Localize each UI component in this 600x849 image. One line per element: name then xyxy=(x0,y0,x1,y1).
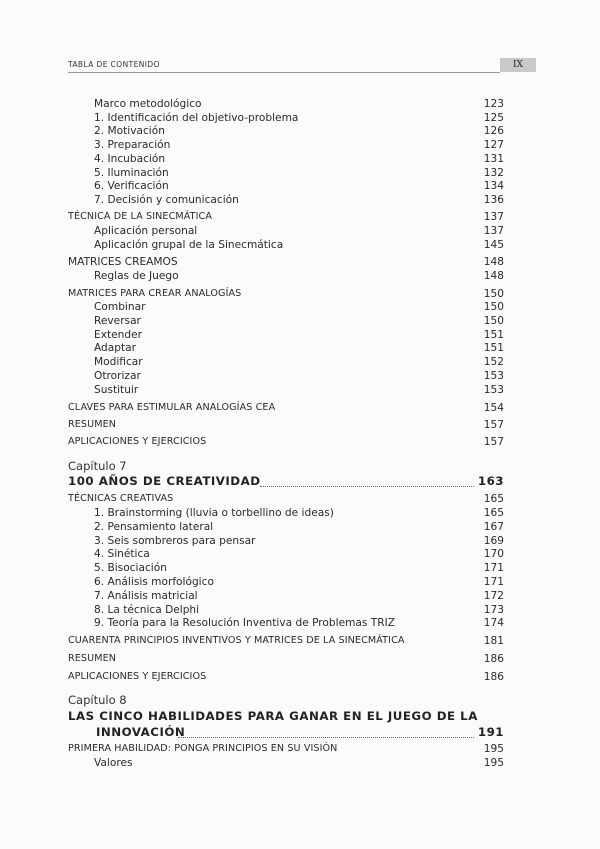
toc-entry-page: 137 xyxy=(483,225,504,237)
toc-entry-page: 153 xyxy=(483,370,504,382)
toc-entry-title: 5. Iluminación xyxy=(94,167,169,179)
toc-entry-page: 174 xyxy=(483,617,504,629)
toc-entry xyxy=(68,238,504,252)
toc-entry xyxy=(68,369,504,383)
toc-entry-title: 1. Identificación del objetivo-problema xyxy=(94,112,299,124)
toc-section-title: RESUMEN xyxy=(68,653,117,664)
toc-entry-title: 5. Bisociación xyxy=(94,562,167,574)
chapter-title-text: INNOVACIÓN xyxy=(96,725,186,739)
toc-section xyxy=(68,634,504,648)
toc-entry-page: 186 xyxy=(483,653,504,665)
chapter-label: Capítulo 7 xyxy=(68,459,127,473)
toc-entry-title: Modificar xyxy=(94,356,143,368)
toc-entry-page: 170 xyxy=(483,548,504,560)
toc-section xyxy=(68,492,504,506)
toc-entry-title: Reversar xyxy=(94,315,141,327)
toc-entry xyxy=(68,534,504,548)
toc-entry-title: Extender xyxy=(94,329,142,341)
toc-entry xyxy=(68,616,504,630)
toc-section xyxy=(68,255,504,269)
toc-entry-page: 157 xyxy=(483,419,504,431)
chapter-title xyxy=(68,708,504,724)
toc-section xyxy=(68,287,504,301)
toc-section-title: TÉCNICAS CREATIVAS xyxy=(68,493,174,504)
toc-entry-page: 127 xyxy=(483,139,504,151)
toc-entry-page: 126 xyxy=(483,125,504,137)
toc-section-title: MATRICES PARA CREAR ANALOGÍAS xyxy=(68,288,242,299)
toc-entry-title: Adaptar xyxy=(94,342,137,354)
toc-entry-page: 167 xyxy=(483,521,504,533)
toc-entry-page: 145 xyxy=(483,239,504,251)
toc-entry xyxy=(68,179,504,193)
toc-entry xyxy=(68,603,504,617)
toc-section xyxy=(68,435,504,449)
toc-section-title: CUARENTA PRINCIPIOS INVENTIVOS Y MATRICES DE LA SINECMÁTICA xyxy=(68,635,405,646)
toc-entry-page: 181 xyxy=(483,635,504,647)
chapter-title-text: LAS CINCO HABILIDADES PARA GANAR EN EL JUEGO DE LA xyxy=(68,709,478,723)
toc-entry-title: 2. Pensamiento lateral xyxy=(94,521,214,533)
toc-entry xyxy=(68,561,504,575)
chapter-title xyxy=(68,473,504,489)
toc-entry-title: Valores xyxy=(94,757,133,769)
toc-entry xyxy=(68,166,504,180)
toc-section xyxy=(68,742,504,756)
toc-entry xyxy=(68,224,504,238)
toc-entry-page: 152 xyxy=(483,356,504,368)
toc-entry-title: 7. Decisión y comunicación xyxy=(94,194,239,206)
toc-entry-page: 150 xyxy=(483,315,504,327)
page-number: IX xyxy=(500,58,536,72)
toc-entry-page: 165 xyxy=(483,507,504,519)
chapter-title-cont xyxy=(68,724,504,740)
toc-entry-title: Aplicación personal xyxy=(94,225,198,237)
toc-entry-title: 4. Incubación xyxy=(94,153,166,165)
toc-section-title: APLICACIONES Y EJERCICIOS xyxy=(68,436,207,447)
toc-entry xyxy=(68,328,504,342)
toc-entry xyxy=(68,314,504,328)
toc-entry-page: 151 xyxy=(483,342,504,354)
toc-entry-page: 123 xyxy=(483,98,504,110)
toc-section-title: CLAVES PARA ESTIMULAR ANALOGÍAS CEA xyxy=(68,402,276,413)
toc-entry xyxy=(68,124,504,138)
toc-entry xyxy=(68,383,504,397)
toc-entry-page: 151 xyxy=(483,329,504,341)
toc-entry xyxy=(68,547,504,561)
toc-entry xyxy=(68,193,504,207)
toc-entry-page: 195 xyxy=(483,743,504,755)
toc-section xyxy=(68,652,504,666)
toc-entry-page: 132 xyxy=(483,167,504,179)
toc-entry-title: Marco metodológico xyxy=(94,98,202,110)
toc-entry xyxy=(68,355,504,369)
toc-entry xyxy=(68,97,504,111)
toc-entry-title: Otrorizar xyxy=(94,370,141,382)
toc-entry-page: 171 xyxy=(483,576,504,588)
toc-entry-page: 157 xyxy=(483,436,504,448)
toc-entry-page: 137 xyxy=(483,211,504,223)
toc-entry xyxy=(68,111,504,125)
toc-entry-page: 125 xyxy=(483,112,504,124)
toc-entry xyxy=(68,506,504,520)
toc-entry-title: 3. Seis sombreros para pensar xyxy=(94,535,256,547)
toc-entry-page: 148 xyxy=(483,270,504,282)
toc-entry-title: Combinar xyxy=(94,301,146,313)
toc-entry-page: 171 xyxy=(483,562,504,574)
chapter-label: Capítulo 8 xyxy=(68,693,127,707)
toc-entry-page: 136 xyxy=(483,194,504,206)
toc-section-title: PRIMERA HABILIDAD: PONGA PRINCIPIOS EN SU VISIÓN xyxy=(68,743,338,754)
toc-entry xyxy=(68,138,504,152)
chapter-title-text: 100 AÑOS DE CREATIVIDAD xyxy=(68,474,261,488)
toc-entry-title: 4. Sinética xyxy=(94,548,150,560)
running-title: TABLA DE CONTENIDO xyxy=(68,60,160,69)
toc-entry-title: 6. Verificación xyxy=(94,180,169,192)
toc-section xyxy=(68,401,504,415)
toc-entry-title: 6. Análisis morfológico xyxy=(94,576,214,588)
toc-entry-page: 173 xyxy=(483,604,504,616)
toc-entry-page: 169 xyxy=(483,535,504,547)
toc-entry xyxy=(68,589,504,603)
toc-entry xyxy=(68,152,504,166)
toc-entry xyxy=(68,341,504,355)
toc-entry-page: 153 xyxy=(483,384,504,396)
toc-section-title: TÉCNICA DE LA SINECMÁTICA xyxy=(68,211,213,222)
toc-entry-page: 172 xyxy=(483,590,504,602)
toc-section xyxy=(68,418,504,432)
toc-entry-page: 154 xyxy=(483,402,504,414)
toc-entry-title: 8. La técnica Delphi xyxy=(94,604,200,616)
toc-entry-title: 9. Teoría para la Resolución Inventiva de Problemas TRIZ xyxy=(94,617,396,629)
toc-entry xyxy=(68,269,504,283)
toc-section-title: RESUMEN xyxy=(68,419,117,430)
toc-section-title: MATRICES CREAMOS xyxy=(68,256,178,268)
toc-entry xyxy=(68,300,504,314)
toc-entry-page: 195 xyxy=(483,757,504,769)
toc-entry-title: 2. Motivación xyxy=(94,125,165,137)
toc-entry-page: 150 xyxy=(483,288,504,300)
toc-entry-page: 148 xyxy=(483,256,504,268)
toc-entry-title: 7. Análisis matricial xyxy=(94,590,198,602)
toc-entry xyxy=(68,520,504,534)
toc-section xyxy=(68,670,504,684)
toc-entry-title: 3. Preparación xyxy=(94,139,171,151)
toc-entry-page: 150 xyxy=(483,301,504,313)
chapter-page: 163 xyxy=(477,474,504,488)
toc-section-title: APLICACIONES Y EJERCICIOS xyxy=(68,671,207,682)
chapter-page: 191 xyxy=(477,725,504,739)
toc-entry-page: 165 xyxy=(483,493,504,505)
toc-entry-title: Aplicación grupal de la Sinecmática xyxy=(94,239,284,251)
dot-leader xyxy=(178,737,474,738)
toc-entry-page: 134 xyxy=(483,180,504,192)
toc-entry-title: 1. Brainstorming (lluvia o torbellino de ideas) xyxy=(94,507,334,519)
toc-entry-page: 131 xyxy=(483,153,504,165)
toc-entry-title: Sustituir xyxy=(94,384,139,396)
toc-entry-page: 186 xyxy=(483,671,504,683)
toc-entry xyxy=(68,575,504,589)
toc-section xyxy=(68,210,504,224)
toc-entry xyxy=(68,756,504,770)
toc-entry-title: Reglas de Juego xyxy=(94,270,179,282)
dot-leader xyxy=(260,486,474,487)
